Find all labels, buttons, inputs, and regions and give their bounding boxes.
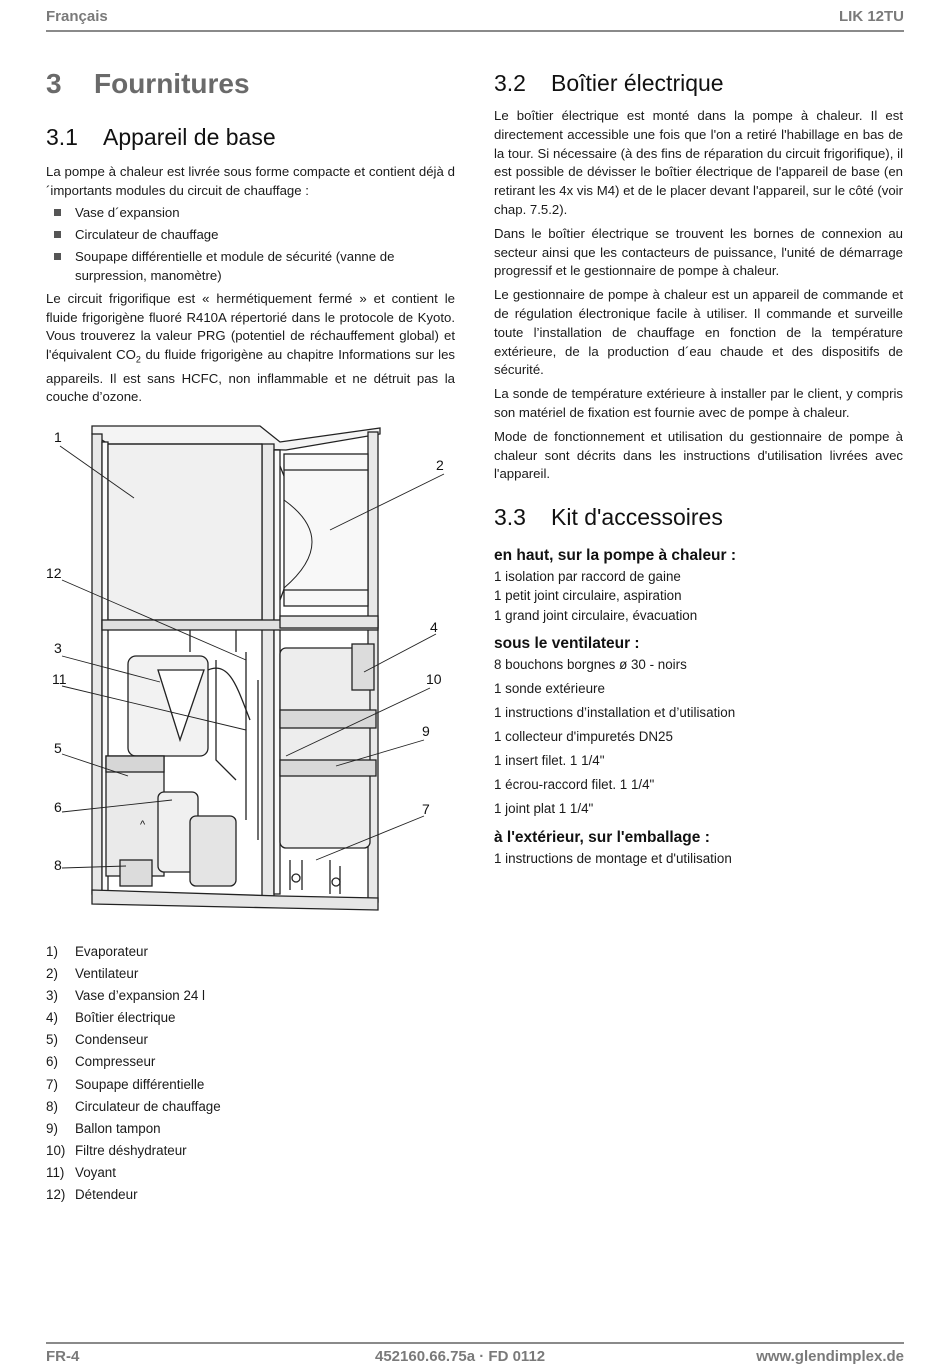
figure-mark: ^ bbox=[140, 819, 146, 831]
legend-number: 2) bbox=[46, 966, 58, 982]
co2-subscript: 2 bbox=[135, 354, 141, 365]
legend-label: Filtre déshydrateur bbox=[75, 1142, 187, 1158]
legend-label: Compresseur bbox=[75, 1054, 156, 1070]
footer-doc-id: 452160.66.75a · FD 0112 bbox=[375, 1348, 546, 1365]
section-3-2-paragraph: Mode de fonctionnement et utilisation du gestionnaire de pompe à chaleur sont décrits dans les instructions d'utilisation livrées avec l'appareil. bbox=[494, 428, 903, 482]
legend-row bbox=[46, 1119, 446, 1141]
list-item: 8 bouchons borgnes ø 30 - noirs bbox=[494, 657, 687, 673]
section-3-2-number: 3.2 bbox=[494, 70, 526, 96]
legend-number: 12) bbox=[46, 1187, 66, 1203]
chapter-number: 3 bbox=[46, 68, 62, 99]
right-column bbox=[494, 64, 903, 868]
legend-number: 8) bbox=[46, 1098, 58, 1114]
refrigerant-text-b: du fluide frigorigène au chapitre Informations sur les appareils. Il est sans HCFC, non inflammable et ne détruit pas la couche d’ozone. bbox=[46, 347, 455, 405]
legend-label: Détendeur bbox=[75, 1187, 138, 1203]
legend-number: 9) bbox=[46, 1120, 58, 1136]
legend-row bbox=[46, 1185, 446, 1207]
refrigerant-text-a: Le circuit frigorifique est « hermétiquement fermé » et contient le fluide frigorigène fluoré R410A répertorié dans le protocole de Kyoto. Vous trouverez la valeur PRG (potentiel de réchauffement global) et l'équivalent CO bbox=[46, 290, 455, 363]
list-item: 1 écrou-raccord filet. 1 1/4" bbox=[494, 777, 655, 793]
callout-8: 8 bbox=[54, 857, 62, 873]
callout-6: 6 bbox=[54, 799, 62, 815]
legend-label: Vase d’expansion 24 l bbox=[75, 988, 206, 1004]
footer-website-link[interactable]: www.glendimplex.de bbox=[756, 1348, 904, 1365]
list-item: 1 isolation par raccord de gaine bbox=[494, 569, 681, 585]
legend-label: Soupape différentielle bbox=[75, 1076, 205, 1092]
left-column bbox=[46, 64, 455, 407]
header-model: LIK 12TU bbox=[838, 8, 904, 25]
callout-2: 2 bbox=[436, 457, 444, 473]
accessory-list bbox=[494, 653, 903, 821]
legend-row bbox=[46, 964, 446, 986]
list-item: 1 collecteur d'impuretés DN25 bbox=[494, 729, 673, 745]
heat-pump-diagram bbox=[40, 420, 460, 920]
refrigerant-paragraph bbox=[46, 290, 455, 407]
module-list bbox=[46, 204, 455, 286]
section-3-2-paragraph: Le boîtier électrique est monté dans la pompe à chaleur. Il est directement accessible une fois que l'on a retiré l'habillage en bas de la tour. Si nécessaire (à des fins de réparation du circuit frigorifique), il est possible de dévisser le boîtier électrique de l'appareil de base (en retirant les 4x vis M4) et de le placer devant l'appareil, sur le côté (voir chap. 7.5.2). bbox=[494, 108, 903, 217]
section-3-3-title bbox=[494, 504, 903, 531]
callout-10: 10 bbox=[426, 671, 442, 687]
header-language: Français bbox=[46, 8, 108, 25]
list-item-text: Soupape différentielle et module de sécurité (vanne de surpression, manomètre) bbox=[75, 249, 395, 283]
list-item: 1 insert filet. 1 1/4" bbox=[494, 753, 605, 769]
legend-label: Condenseur bbox=[75, 1032, 148, 1048]
callout-3: 3 bbox=[54, 640, 62, 656]
legend-number: 11) bbox=[46, 1164, 65, 1180]
section-3-2-paragraph: Le gestionnaire de pompe à chaleur est un appareil de commande et de régulation électronique facile à utiliser. Il commande et surveille toute l’installation de chauffage en fonction de la température extérieure, de la production d´eau chaude et des dispositifs de sécurité. bbox=[494, 287, 903, 378]
list-item: 1 instructions de montage et d'utilisation bbox=[494, 851, 732, 867]
callout-7: 7 bbox=[422, 801, 430, 817]
callout-4: 4 bbox=[430, 619, 438, 635]
list-item: 1 petit joint circulaire, aspiration bbox=[494, 588, 682, 604]
section-3-2-title bbox=[494, 70, 903, 97]
callout-9: 9 bbox=[422, 723, 430, 739]
chapter-title-text: Fournitures bbox=[94, 68, 250, 99]
callout-11: 11 bbox=[52, 671, 67, 687]
legend-label: Ventilateur bbox=[75, 966, 139, 982]
section-3-1-intro: La pompe à chaleur est livrée sous forme compacte et contient déjà d´importants modules du circuit de chauffage : bbox=[46, 164, 455, 198]
page-footer bbox=[46, 1348, 904, 1370]
legend-row bbox=[46, 1052, 446, 1074]
footer-page-number: FR-4 bbox=[46, 1348, 80, 1365]
legend-row bbox=[46, 1075, 446, 1097]
section-3-2-title-text: Boîtier électrique bbox=[551, 70, 724, 96]
legend-label: Ballon tampon bbox=[75, 1120, 161, 1136]
legend-row bbox=[46, 986, 446, 1008]
legend-number: 3) bbox=[46, 988, 58, 1004]
list-item-text: Vase d´expansion bbox=[75, 204, 180, 220]
bullet-icon bbox=[54, 231, 61, 238]
section-3-1-title bbox=[46, 124, 455, 151]
accessory-group-heading: sous le ventilateur : bbox=[494, 635, 640, 653]
accessory-group-heading: en haut, sur la pompe à chaleur : bbox=[494, 547, 737, 565]
legend-number: 7) bbox=[46, 1076, 58, 1092]
legend-label: Boîtier électrique bbox=[75, 1010, 176, 1026]
list-item-text: Circulateur de chauffage bbox=[75, 226, 219, 242]
page-header bbox=[46, 6, 904, 28]
figure-legend bbox=[46, 942, 446, 1207]
callout-1: 1 bbox=[54, 429, 62, 445]
section-3-3-number: 3.3 bbox=[494, 504, 526, 531]
list-item bbox=[46, 204, 455, 223]
legend-label: Evaporateur bbox=[75, 944, 148, 959]
legend-row bbox=[46, 1030, 446, 1052]
legend-number: 4) bbox=[46, 1010, 58, 1026]
legend-row bbox=[46, 1163, 446, 1185]
list-item: 1 instructions d’installation et d’utilisation bbox=[494, 705, 736, 721]
legend-label: Voyant bbox=[75, 1164, 116, 1180]
chapter-title bbox=[46, 68, 455, 108]
section-3-1-number: 3.1 bbox=[46, 124, 78, 150]
bullet-icon bbox=[54, 209, 61, 216]
list-item bbox=[46, 226, 455, 245]
header-divider bbox=[46, 30, 904, 32]
legend-number: 1) bbox=[46, 944, 58, 959]
accessory-list bbox=[494, 849, 903, 868]
section-3-2-paragraph: La sonde de température extérieure à installer par le client, y compris son matériel de fixation est fournie avec de pompe à chaleur. bbox=[494, 386, 903, 420]
footer-divider bbox=[46, 1342, 904, 1344]
bullet-icon bbox=[54, 253, 61, 260]
legend-number: 6) bbox=[46, 1054, 58, 1070]
legend-number: 5) bbox=[46, 1032, 58, 1048]
accessory-list bbox=[494, 567, 903, 625]
accessory-group-heading: à l'extérieur, sur l'emballage : bbox=[494, 829, 710, 847]
list-item: 1 joint plat 1 1/4" bbox=[494, 801, 594, 817]
legend-label: Circulateur de chauffage bbox=[75, 1098, 221, 1114]
list-item: 1 grand joint circulaire, évacuation bbox=[494, 607, 698, 623]
list-item: 1 sonde extérieure bbox=[494, 681, 605, 697]
list-item bbox=[46, 248, 455, 286]
callout-12: 12 bbox=[46, 565, 62, 581]
legend-number: 10) bbox=[46, 1142, 66, 1158]
legend-row bbox=[46, 942, 446, 964]
legend-row bbox=[46, 1097, 446, 1119]
section-3-1-title-text: Appareil de base bbox=[103, 124, 276, 150]
legend-row bbox=[46, 1008, 446, 1030]
legend-row bbox=[46, 1141, 446, 1163]
callout-5: 5 bbox=[54, 740, 62, 756]
section-3-3-title-text: Kit d'accessoires bbox=[551, 504, 723, 531]
section-3-2-paragraph: Dans le boîtier électrique se trouvent les bornes de connexion au secteur ainsi que les contacteurs de puissance, l'unité de démarrage progressif et le gestionnaire de pompe à chaleur. bbox=[494, 225, 903, 279]
